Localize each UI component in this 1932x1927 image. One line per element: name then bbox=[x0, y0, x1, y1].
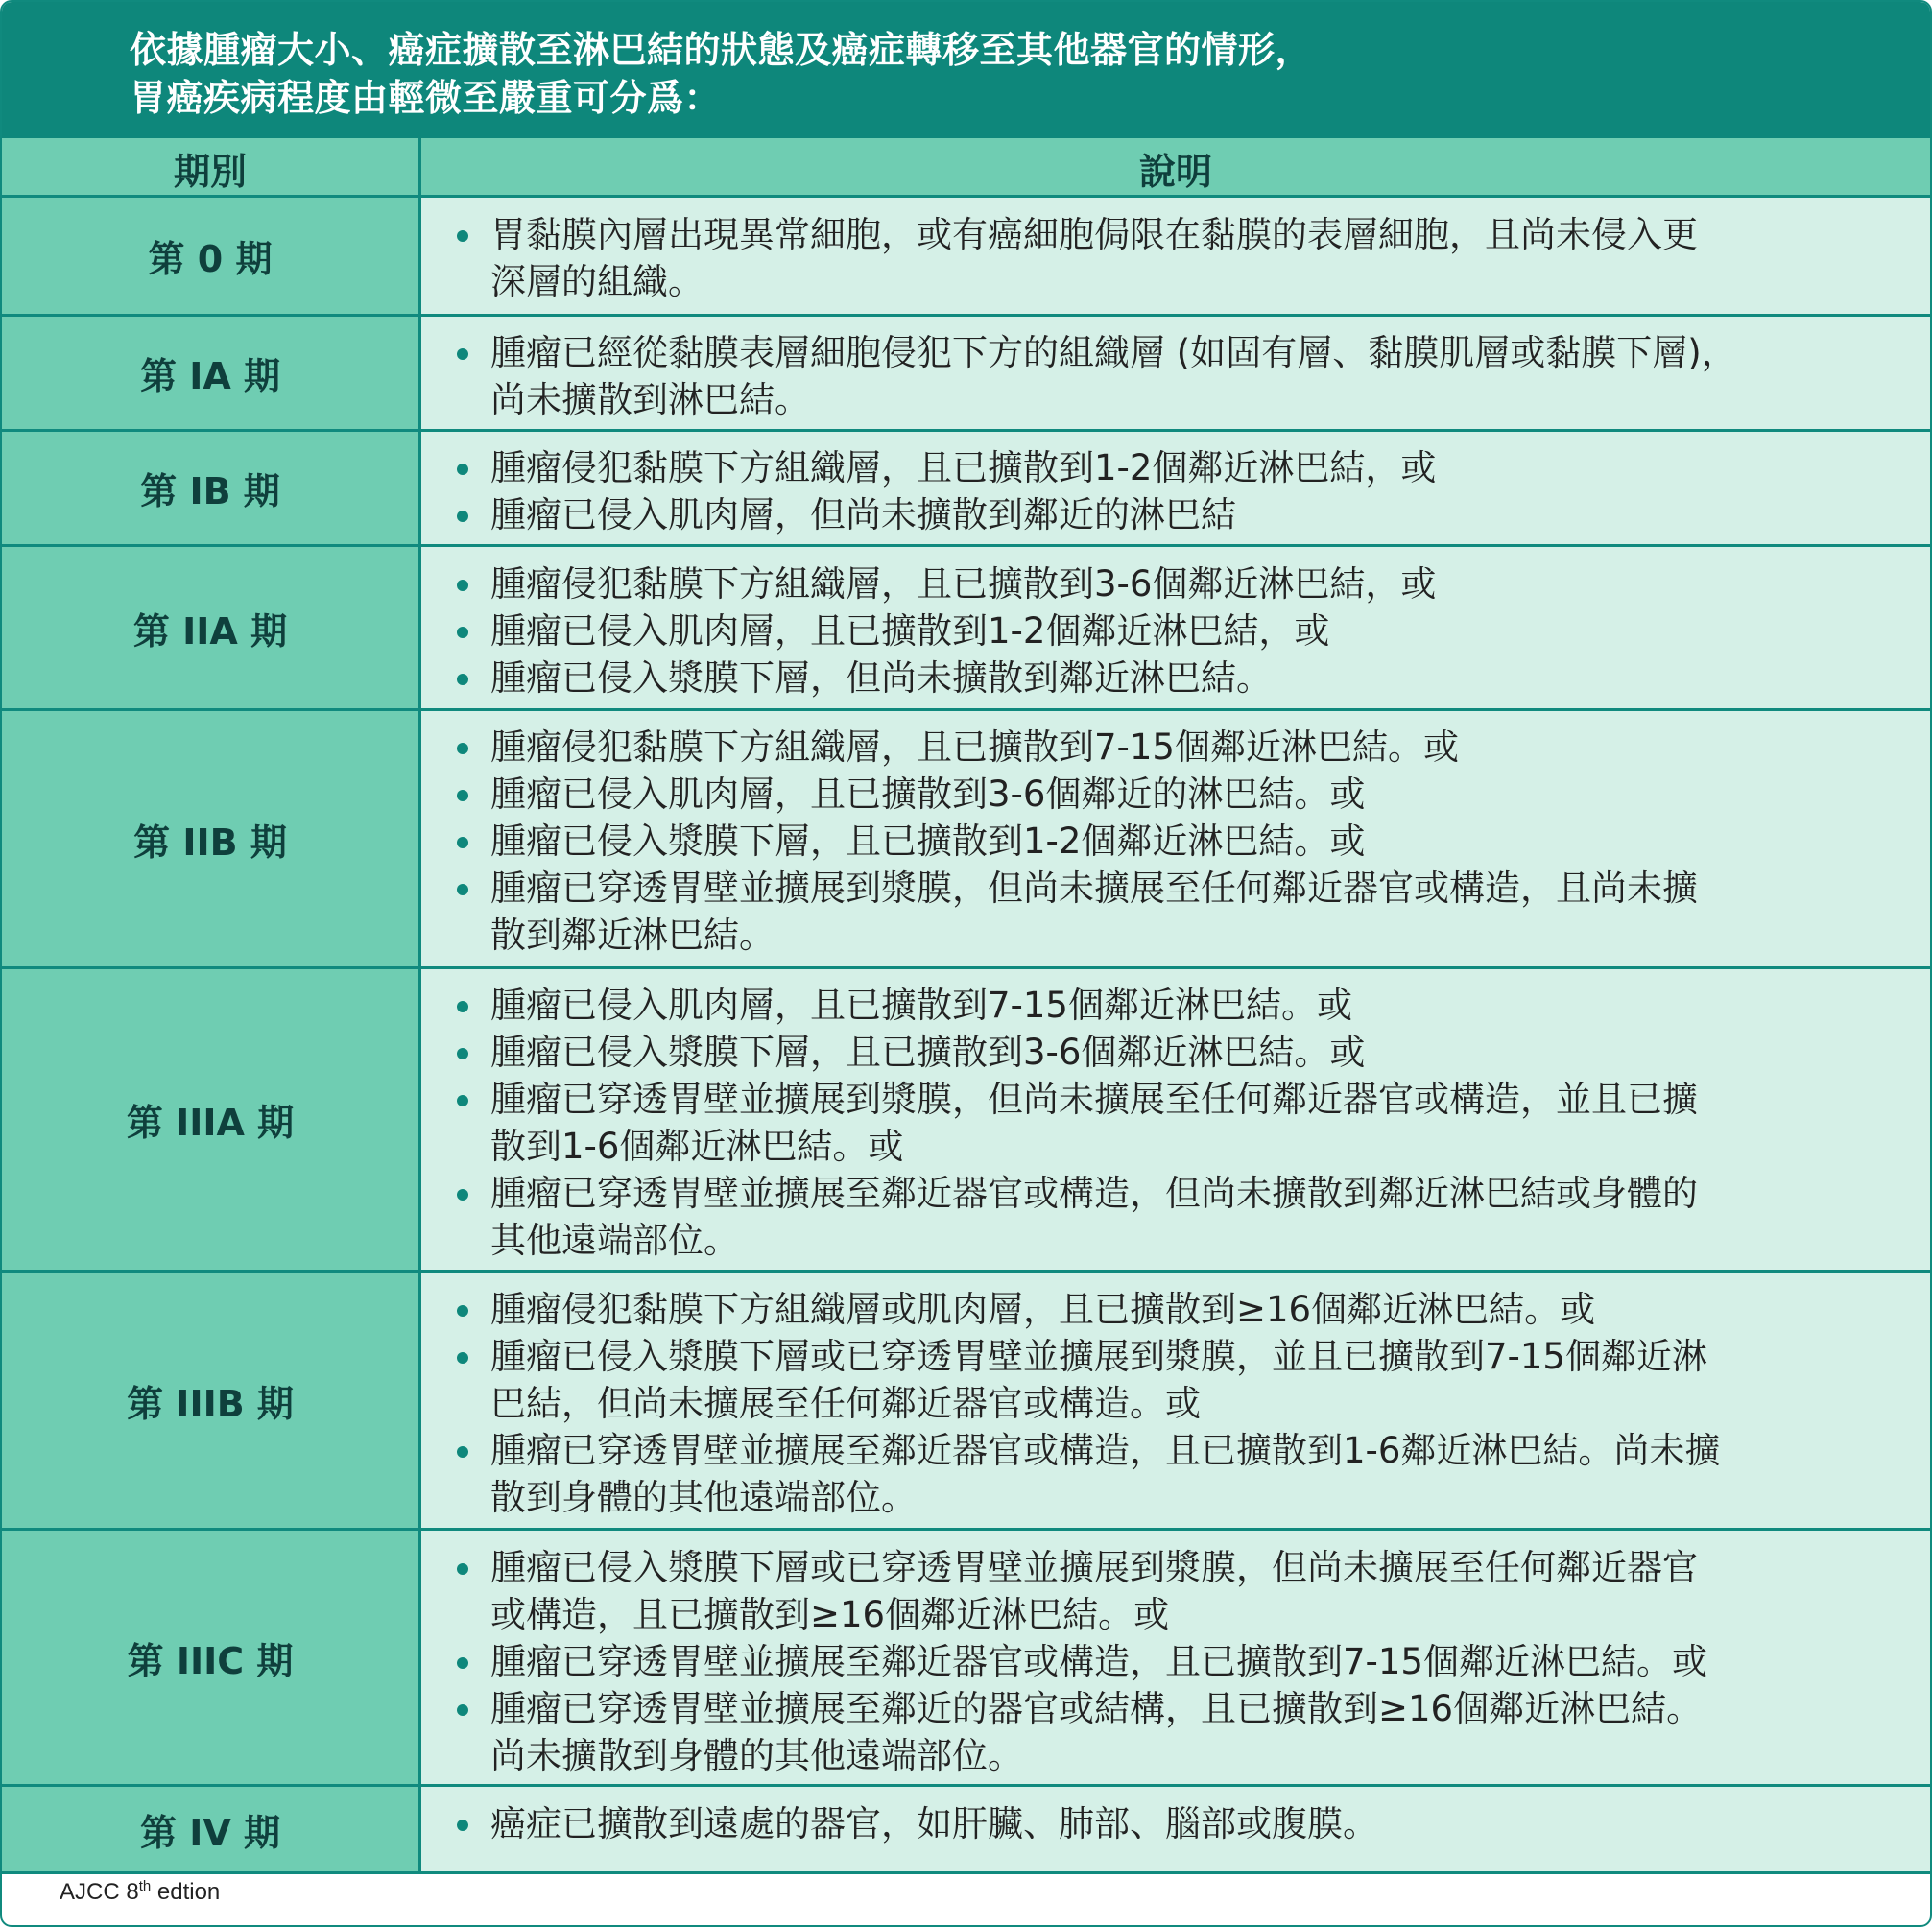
description-item: 腫瘤侵犯黏膜下方組織層，且已擴散到3-6個鄰近淋巴結，或 bbox=[421, 560, 1930, 607]
stage-description bbox=[421, 711, 1930, 966]
source-name: AJCC 8 bbox=[60, 1879, 139, 1905]
header-line-2: 胃癌疾病程度由輕微至嚴重可分爲： bbox=[130, 77, 722, 119]
description-list bbox=[421, 982, 1930, 1264]
description-item: 腫瘤已穿透胃壁並擴展至鄰近器官或構造，且已擴散到1-6鄰近淋巴結。尚未擴 散到身體的其他遠端部位。 bbox=[421, 1427, 1930, 1521]
description-item: 胃黏膜內層出現異常細胞，或有癌細胞侷限在黏膜的表層細胞，且尚未侵入更 深層的組織。 bbox=[421, 211, 1930, 305]
table-row bbox=[2, 317, 1930, 429]
description-list bbox=[421, 560, 1930, 702]
table-row bbox=[2, 1273, 1930, 1528]
description-item: 腫瘤已侵入肌肉層，但尚未擴散到鄰近的淋巴結 bbox=[421, 491, 1930, 538]
description-list bbox=[421, 1544, 1930, 1779]
table-row bbox=[2, 1787, 1930, 1871]
source-suffix: edtion bbox=[151, 1879, 221, 1905]
description-list bbox=[421, 329, 1930, 423]
description-item: 腫瘤已侵入漿膜下層或已穿透胃壁並擴展到漿膜，並且已擴散到7-15個鄰近淋 巴結，但尚未擴展至任何鄰近器官或構造。或 bbox=[421, 1333, 1930, 1427]
source-note bbox=[60, 1878, 220, 1906]
table-row bbox=[2, 1531, 1930, 1784]
stage-label: 第 IIIC 期 bbox=[2, 1531, 418, 1784]
table-row bbox=[2, 969, 1930, 1270]
description-list bbox=[421, 724, 1930, 959]
table-row bbox=[2, 198, 1930, 314]
description-item: 腫瘤侵犯黏膜下方組織層，且已擴散到1-2個鄰近淋巴結，或 bbox=[421, 444, 1930, 491]
stage-description bbox=[421, 317, 1930, 429]
description-item: 腫瘤已經從黏膜表層細胞侵犯下方的組織層 (如固有層、黏膜肌層或黏膜下層)， 尚未擴散到淋巴結。 bbox=[421, 329, 1930, 423]
stage-description bbox=[421, 1273, 1930, 1528]
stage-label: 第 0 期 bbox=[2, 198, 418, 314]
stage-label: 第 IV 期 bbox=[2, 1787, 418, 1871]
stage-label: 第 IIIB 期 bbox=[2, 1273, 418, 1528]
stage-label: 第 IIB 期 bbox=[2, 711, 418, 966]
stage-description bbox=[421, 432, 1930, 544]
description-list bbox=[421, 211, 1930, 305]
description-item: 腫瘤已侵入肌肉層，且已擴散到1-2個鄰近淋巴結，或 bbox=[421, 607, 1930, 654]
description-item: 腫瘤已穿透胃壁並擴展至鄰近的器官或結構，且已擴散到≥16個鄰近淋巴結。 尚未擴散到身體的其他遠端部位。 bbox=[421, 1685, 1930, 1779]
stage-description bbox=[421, 969, 1930, 1270]
stage-label: 第 IA 期 bbox=[2, 317, 418, 429]
table-header-row bbox=[2, 138, 1930, 198]
description-item: 腫瘤已侵入漿膜下層或已穿透胃壁並擴展到漿膜，但尚未擴展至任何鄰近器官 或構造，且已擴散到≥16個鄰近淋巴結。或 bbox=[421, 1544, 1930, 1638]
description-item: 腫瘤已穿透胃壁並擴展到漿膜，但尚未擴展至任何鄰近器官或構造，且尚未擴 散到鄰近淋巴結。 bbox=[421, 865, 1930, 959]
stage-description bbox=[421, 1531, 1930, 1784]
source-superscript: th bbox=[138, 1878, 152, 1894]
description-item: 腫瘤侵犯黏膜下方組織層，且已擴散到7-15個鄰近淋巴結。或 bbox=[421, 724, 1930, 771]
stage-label: 第 IIA 期 bbox=[2, 547, 418, 708]
description-item: 癌症已擴散到遠處的器官，如肝臟、肺部、腦部或腹膜。 bbox=[421, 1800, 1930, 1847]
column-header-description: 說明 bbox=[421, 138, 1930, 198]
table-row bbox=[2, 711, 1930, 966]
header-line-1: 依據腫瘤大小、癌症擴散至淋巴結的狀態及癌症轉移至其他器官的情形， bbox=[130, 29, 1313, 71]
description-item: 腫瘤已侵入漿膜下層，且已擴散到3-6個鄰近淋巴結。或 bbox=[421, 1029, 1930, 1076]
description-item: 腫瘤侵犯黏膜下方組織層或肌肉層，且已擴散到≥16個鄰近淋巴結。或 bbox=[421, 1286, 1930, 1333]
stage-description bbox=[421, 198, 1930, 314]
header-banner bbox=[2, 2, 1930, 138]
row-divider bbox=[2, 1871, 1930, 1874]
stage-label: 第 IIIA 期 bbox=[2, 969, 418, 1270]
table-row bbox=[2, 432, 1930, 544]
description-list bbox=[421, 444, 1930, 538]
description-item: 腫瘤已侵入肌肉層，且已擴散到7-15個鄰近淋巴結。或 bbox=[421, 982, 1930, 1029]
table-row bbox=[2, 547, 1930, 708]
column-header-stage: 期別 bbox=[2, 138, 418, 198]
description-item: 腫瘤已侵入肌肉層，且已擴散到3-6個鄰近的淋巴結。或 bbox=[421, 771, 1930, 818]
description-item: 腫瘤已侵入漿膜下層，但尚未擴散到鄰近淋巴結。 bbox=[421, 654, 1930, 702]
stage-label: 第 IB 期 bbox=[2, 432, 418, 544]
description-item: 腫瘤已侵入漿膜下層，且已擴散到1-2個鄰近淋巴結。或 bbox=[421, 818, 1930, 865]
description-item: 腫瘤已穿透胃壁並擴展至鄰近器官或構造，但尚未擴散到鄰近淋巴結或身體的 其他遠端部位。 bbox=[421, 1170, 1930, 1264]
description-list bbox=[421, 1800, 1930, 1847]
description-item: 腫瘤已穿透胃壁並擴展至鄰近器官或構造，且已擴散到7-15個鄰近淋巴結。或 bbox=[421, 1638, 1930, 1685]
description-list bbox=[421, 1286, 1930, 1521]
stage-description bbox=[421, 1787, 1930, 1871]
description-item: 腫瘤已穿透胃壁並擴展到漿膜，但尚未擴展至任何鄰近器官或構造，並且已擴 散到1-6個鄰近淋巴結。或 bbox=[421, 1076, 1930, 1170]
stage-description bbox=[421, 547, 1930, 708]
